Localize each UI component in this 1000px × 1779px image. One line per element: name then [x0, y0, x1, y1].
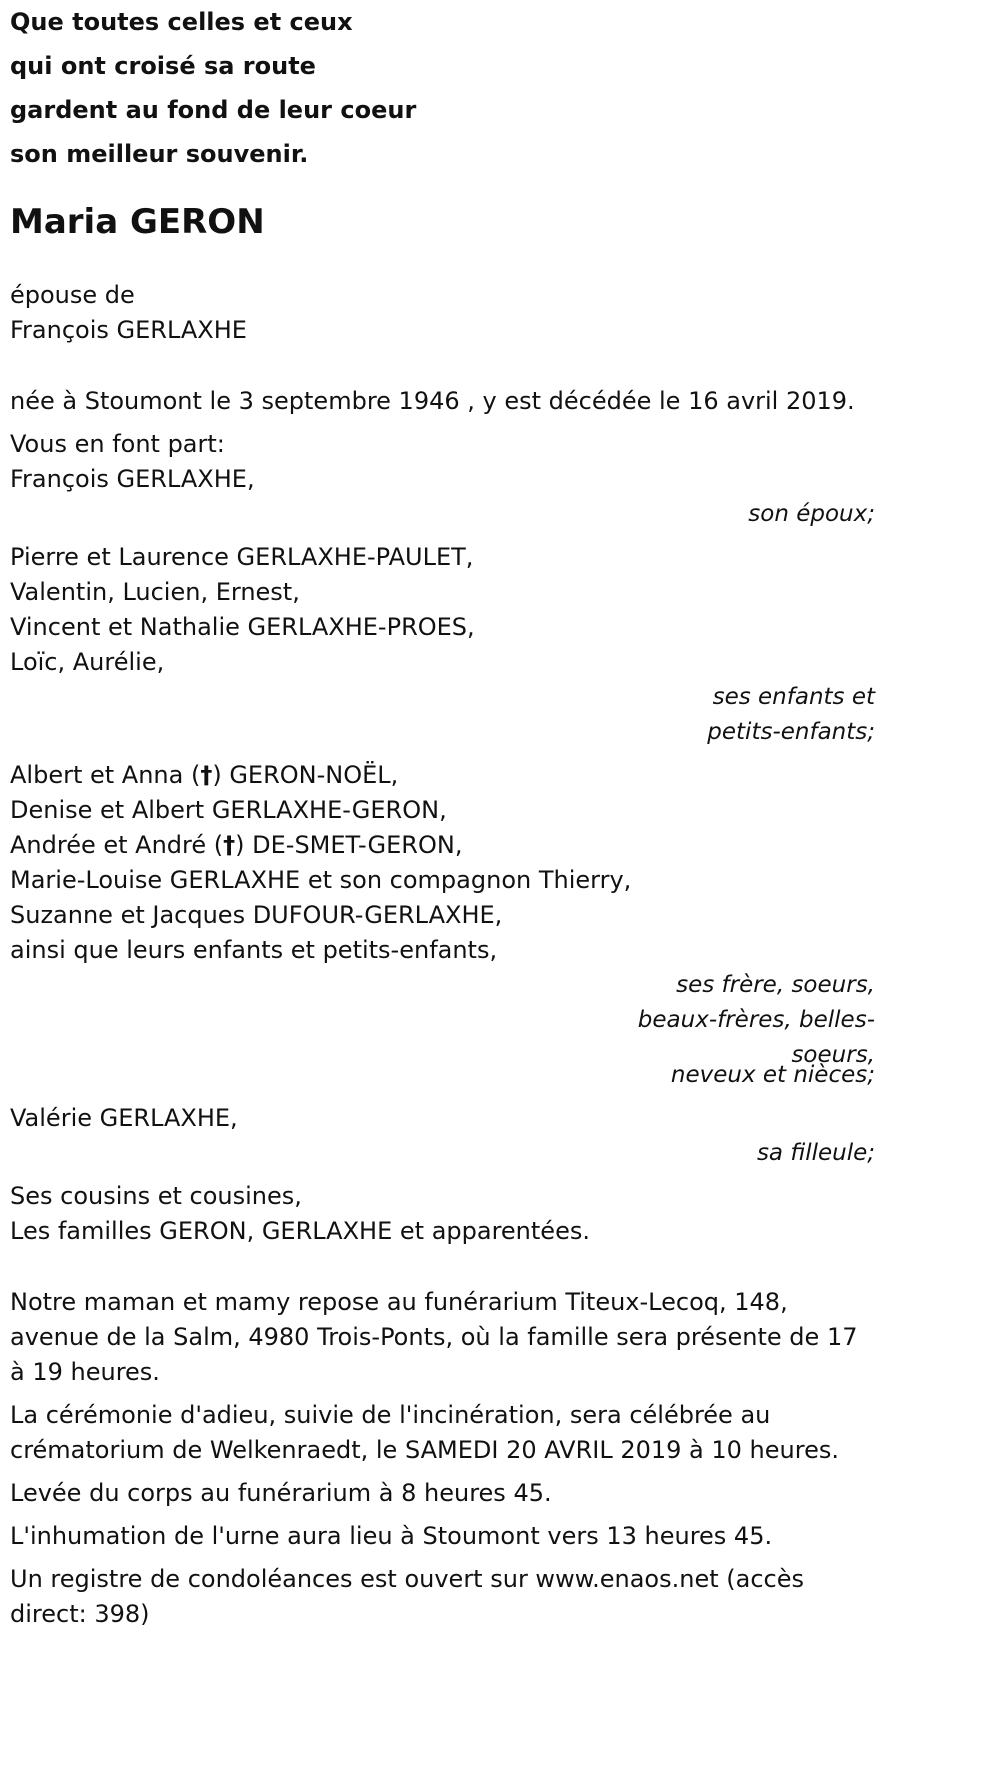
spouse-label: épouse de: [10, 281, 135, 309]
family-name: Denise et Albert GERLAXHE-GERON,: [10, 796, 447, 824]
memorial-quote: [10, 0, 875, 176]
family-name: Ses cousins et cousines,: [10, 1182, 302, 1210]
spouse-name: François GERLAXHE: [10, 316, 247, 344]
relation-label: ses frère, soeurs, beaux-frères, belles-soeurs,: [637, 972, 875, 1068]
family-name: Suzanne et Jacques DUFOUR-GERLAXHE,: [10, 901, 503, 929]
relation-label: son époux;: [748, 501, 875, 527]
family-name: Loïc, Aurélie,: [10, 648, 165, 676]
announcement-intro: Vous en font part:: [10, 430, 225, 458]
relation-label: neveux et nièces;: [670, 1062, 875, 1088]
quote-line: son meilleur souvenir.: [10, 140, 309, 168]
family-name: Les familles GERON, GERLAXHE et apparentées.: [10, 1217, 590, 1245]
name-part: ) DE-SMET-GERON,: [235, 831, 463, 859]
family-name: [10, 828, 875, 863]
cross-icon: †: [223, 831, 236, 859]
quote-line: Que toutes celles et ceux: [10, 8, 353, 36]
name-part: ) GERON-NOËL,: [212, 761, 399, 789]
detail-paragraph: L'inhumation de l'urne aura lieu à Stoumont vers 13 heures 45.: [10, 1522, 773, 1550]
family-name: Valérie GERLAXHE,: [10, 1104, 238, 1132]
detail-paragraph: Levée du corps au funérarium à 8 heures 45.: [10, 1479, 552, 1507]
family-name: Valentin, Lucien, Ernest,: [10, 578, 300, 606]
deceased-name: Maria GERON: [10, 202, 265, 242]
relation-label: sa filleule;: [756, 1140, 875, 1166]
quote-line: gardent au fond de leur coeur: [10, 96, 417, 124]
family-group-cousins: [10, 1179, 875, 1249]
family-name: Marie-Louise GERLAXHE et son compagnon Thierry,: [10, 866, 632, 894]
obituary-page: [10, 0, 875, 1632]
birth-death-line: née à Stoumont le 3 septembre 1946 , y est décédée le 16 avril 2019.: [10, 387, 855, 415]
quote-line: qui ont croisé sa route: [10, 52, 316, 80]
funeral-details: [10, 1285, 875, 1632]
relation-label: petits-enfants;: [707, 719, 875, 745]
announcement: [10, 427, 875, 1249]
family-group-goddaughter: [10, 1101, 875, 1171]
detail-paragraph: Un registre de condoléances est ouvert sur www.enaos.net (accès direct: 398): [10, 1565, 804, 1628]
family-name: François GERLAXHE,: [10, 465, 255, 493]
name-part: Andrée et André (: [10, 831, 224, 859]
family-name: Pierre et Laurence GERLAXHE-PAULET,: [10, 543, 474, 571]
family-name: [10, 758, 875, 793]
relation-label: ses enfants et: [712, 684, 875, 710]
spouse-block: [10, 278, 875, 348]
detail-paragraph: La cérémonie d'adieu, suivie de l'incinération, sera célébrée au crématorium de Welkenraedt, le SAMEDI 20 AVRIL 2019 à 10 heures.: [10, 1401, 839, 1464]
family-name: ainsi que leurs enfants et petits-enfants,: [10, 936, 498, 964]
family-group-siblings: [10, 758, 875, 1093]
cross-icon: †: [200, 761, 213, 789]
family-group-spouse: [10, 462, 875, 532]
name-part: Albert et Anna (: [10, 761, 201, 789]
family-group-children: [10, 540, 875, 750]
family-name: Vincent et Nathalie GERLAXHE-PROES,: [10, 613, 475, 641]
detail-paragraph: Notre maman et mamy repose au funérarium Titeux-Lecoq, 148, avenue de la Salm, 4980 Trois-Ponts, où la famille sera présente de 17 à 19 heures.: [10, 1288, 858, 1386]
